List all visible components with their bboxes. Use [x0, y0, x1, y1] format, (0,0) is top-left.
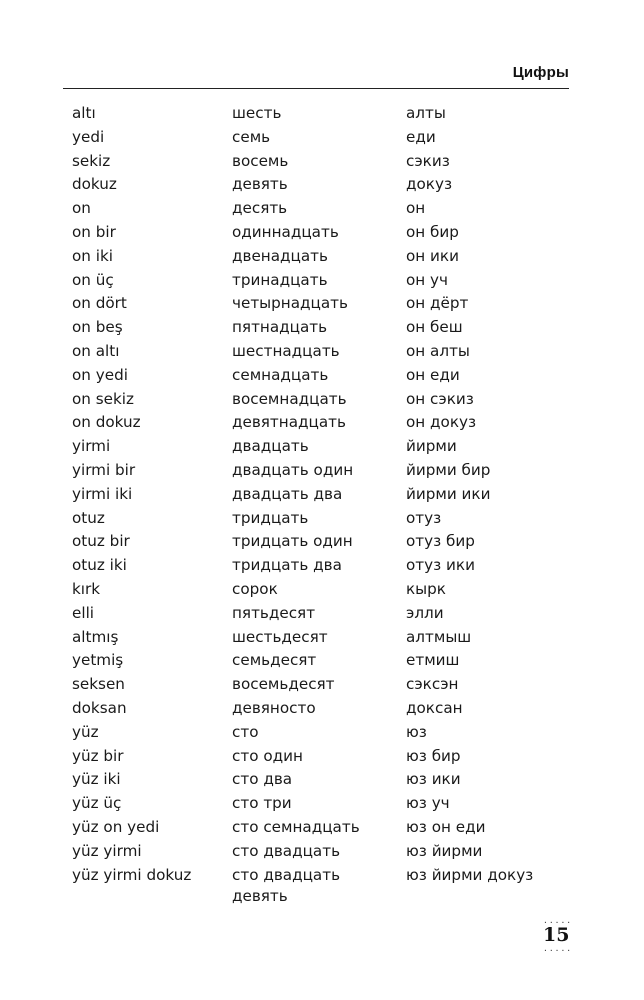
table-row — [72, 316, 572, 340]
russian-word: двадцать один — [232, 460, 354, 479]
table-row — [72, 269, 572, 293]
turkish-word: on dokuz — [72, 413, 141, 432]
table-row — [72, 292, 572, 316]
turkish-word: yüz bir — [72, 746, 124, 765]
turkish-word: elli — [72, 603, 95, 622]
turkish-word: yirmi — [72, 437, 111, 456]
russian-word: шестьдесят — [232, 627, 328, 646]
transliteration: сэкиз — [406, 151, 450, 170]
russian-word: двенадцать — [232, 246, 328, 265]
transliteration: етмиш — [406, 651, 460, 670]
turkish-word: yüz on yedi — [72, 817, 160, 836]
turkish-word: yüz yirmi — [72, 841, 142, 860]
turkish-word: on sekiz — [72, 389, 134, 408]
turkish-word: yirmi bir — [72, 460, 136, 479]
transliteration: он дёрт — [406, 294, 469, 313]
table-row — [72, 411, 572, 435]
turkish-word: seksen — [72, 675, 125, 694]
table-row — [72, 483, 572, 507]
turkish-word: yüz iki — [72, 770, 121, 789]
table-row — [72, 602, 572, 626]
russian-word: тридцать два — [232, 556, 342, 575]
turkish-word: yüz yirmi dokuz — [72, 865, 192, 884]
page-number: 15 — [543, 924, 570, 946]
table-row — [72, 578, 572, 602]
russian-word: шесть — [232, 104, 282, 122]
turkish-word: yüz — [72, 722, 99, 741]
transliteration: кырк — [406, 579, 446, 598]
table-row — [72, 364, 572, 388]
russian-word: сорок — [232, 579, 278, 598]
page-number-top-dots: ..... — [543, 916, 573, 925]
russian-word: пятнадцать — [232, 318, 328, 337]
turkish-word: yetmiş — [72, 651, 124, 670]
transliteration: алты — [406, 104, 446, 122]
turkish-word: kırk — [72, 579, 101, 598]
turkish-word: sekiz — [72, 151, 111, 170]
russian-word: семьдесят — [232, 651, 317, 670]
table-row — [72, 721, 572, 745]
turkish-word: otuz bir — [72, 532, 130, 551]
table-row — [72, 102, 572, 126]
russian-word: пятьдесят — [232, 603, 316, 622]
russian-word: девяносто — [232, 698, 316, 717]
transliteration: докуз — [406, 175, 453, 194]
turkish-word: on üç — [72, 270, 114, 289]
turkish-word: altmış — [72, 627, 119, 646]
russian-word: десять — [232, 199, 288, 218]
table-row — [72, 745, 572, 769]
transliteration: юз он еди — [406, 817, 486, 836]
table-row — [72, 697, 572, 721]
table-row — [72, 626, 572, 650]
russian-word: сто — [232, 722, 259, 741]
page-header — [63, 60, 569, 89]
transliteration: йирми — [406, 437, 457, 456]
table-row — [72, 840, 572, 864]
russian-word: двадцать два — [232, 484, 343, 503]
table-row — [72, 340, 572, 364]
transliteration: юз ики — [406, 770, 461, 789]
transliteration: он беш — [406, 318, 463, 337]
table-row — [72, 388, 572, 412]
page-number-block — [543, 916, 573, 953]
table-row — [72, 507, 572, 531]
russian-word: тридцать один — [232, 532, 353, 551]
transliteration: йирми ики — [406, 484, 491, 503]
numbers-table — [72, 102, 572, 906]
table-row — [72, 459, 572, 483]
transliteration: отуз бир — [406, 532, 475, 551]
table-row — [72, 197, 572, 221]
table-row — [72, 554, 572, 578]
russian-word: тридцать — [232, 508, 309, 527]
transliteration: он — [406, 199, 426, 218]
turkish-word: on yedi — [72, 365, 128, 384]
russian-word: восемь — [232, 151, 289, 170]
russian-word: сто один — [232, 746, 303, 765]
russian-word: сто два — [232, 770, 293, 789]
table-row — [72, 150, 572, 174]
russian-word: шестнадцать — [232, 341, 340, 360]
table-row — [72, 649, 572, 673]
transliteration: он еди — [406, 365, 460, 384]
turkish-word: otuz — [72, 508, 105, 527]
transliteration: элли — [406, 603, 444, 622]
transliteration: йирми бир — [406, 460, 491, 479]
russian-word: одиннадцать — [232, 222, 339, 241]
transliteration: юз уч — [406, 794, 450, 813]
russian-word: двадцать — [232, 437, 309, 456]
russian-word: сто семнадцать — [232, 817, 360, 836]
russian-word: сто три — [232, 794, 292, 813]
transliteration: доксан — [406, 698, 463, 717]
page-number-bottom-dots: ..... — [543, 944, 573, 953]
turkish-word: yedi — [72, 127, 105, 146]
transliteration: он уч — [406, 270, 449, 289]
russian-word: восемнадцать — [232, 389, 347, 408]
table-row — [72, 673, 572, 697]
table-row — [72, 816, 572, 840]
transliteration: отуз — [406, 508, 442, 527]
table-row — [72, 768, 572, 792]
russian-word: сто двадцать девять — [232, 865, 341, 905]
table-row — [72, 435, 572, 459]
transliteration: алтмыш — [406, 627, 472, 646]
russian-word: девятнадцать — [232, 413, 346, 432]
turkish-word: yirmi iki — [72, 484, 133, 503]
table-row — [72, 792, 572, 816]
russian-word: четырнадцать — [232, 294, 348, 313]
transliteration: он докуз — [406, 413, 477, 432]
turkish-word: yüz üç — [72, 794, 122, 813]
russian-word: восемьдесят — [232, 675, 335, 694]
russian-word: сто двадцать — [232, 841, 341, 860]
table-row — [72, 126, 572, 150]
turkish-word: altı — [72, 104, 96, 122]
turkish-word: on beş — [72, 318, 123, 337]
russian-word: тринадцать — [232, 270, 328, 289]
transliteration: он сэкиз — [406, 389, 474, 408]
transliteration: юз бир — [406, 746, 461, 765]
transliteration: он ики — [406, 246, 459, 265]
turkish-word: on iki — [72, 246, 113, 265]
turkish-word: on altı — [72, 341, 120, 360]
transliteration: отуз ики — [406, 556, 475, 575]
turkish-word: on bir — [72, 222, 116, 241]
table-row — [72, 864, 572, 906]
transliteration: сэксэн — [406, 675, 459, 694]
section-title: Цифры — [512, 64, 569, 81]
turkish-word: dokuz — [72, 175, 117, 194]
turkish-word: doksan — [72, 698, 127, 717]
table-row — [72, 221, 572, 245]
transliteration: он бир — [406, 222, 459, 241]
transliteration: юз йирми — [406, 841, 483, 860]
russian-word: семнадцать — [232, 365, 329, 384]
russian-word: семь — [232, 127, 271, 146]
russian-word: девять — [232, 175, 288, 194]
transliteration: юз йирми докуз — [406, 865, 534, 884]
table-row — [72, 530, 572, 554]
turkish-word: otuz iki — [72, 556, 127, 575]
table-row — [72, 173, 572, 197]
transliteration: юз — [406, 722, 427, 741]
turkish-word: on dört — [72, 294, 127, 313]
table-row — [72, 245, 572, 269]
turkish-word: on — [72, 199, 91, 218]
transliteration: еди — [406, 127, 436, 146]
transliteration: он алты — [406, 341, 470, 360]
